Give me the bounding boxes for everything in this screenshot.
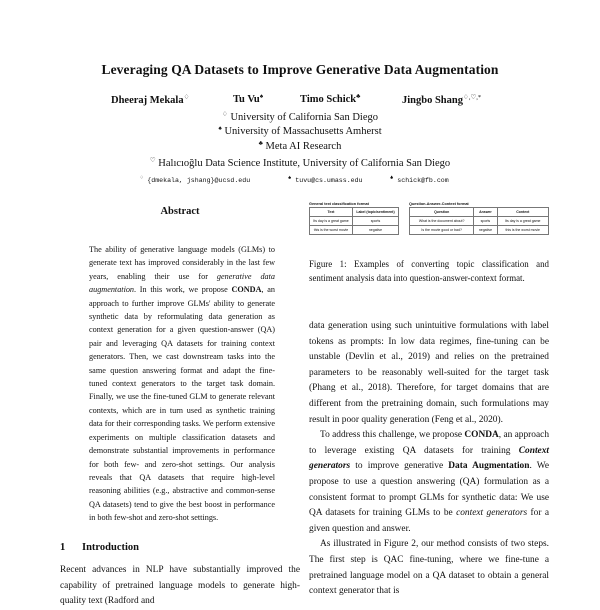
figure-1 — [309, 202, 549, 252]
author: Jingbo Shang♢,♡,* — [402, 94, 482, 106]
intro-text: Recent advances in NLP have substantially improved the capability of pretrained language models to generate high-quality text (Radford and — [60, 565, 300, 607]
author: Dheeraj Mekala♢ — [111, 94, 190, 106]
affiliation: ♣ Meta AI Research — [258, 140, 342, 152]
author: Timo Schick♣ — [300, 93, 361, 105]
table-row: What is the document about? sports Its day is a great game — [410, 217, 549, 226]
paragraph: As illustrated in Figure 2, our method consists of two steps. The first step is QAC fine-tuning, where we fine-tune a pretrained language model on a QA dataset to obtain a general context generator that is — [309, 539, 549, 597]
affiliation: ♢ University of California San Diego — [221, 111, 378, 123]
author-list — [0, 93, 600, 109]
affiliation: ♠ University of Massachusetts Amherst — [218, 125, 382, 137]
figure-caption: Figure 1: Examples of converting topic classification and sentiment analysis data into question-answer-context format. — [309, 259, 549, 283]
email[interactable]: ♣ schick@fb.com — [390, 174, 449, 185]
email[interactable]: ♠ tuvu@cs.umass.edu — [288, 174, 363, 185]
paragraph: To address this challenge, we propose CONDA, an approach to leverage existing QA datasets for training Context generators to improve generative Data Augmentation. We propose to use a question answering (QA) formulation as a consistent format to prompt GLMs for synthetic data: We use QA datasets for training GLMs to be context generators for a given question and answer. — [309, 430, 550, 534]
table-row: this is the worst movie negative — [310, 226, 399, 235]
table-row: Is the movie good or bad? negative this is the worst movie — [410, 226, 549, 235]
qac-format-table: Question-Answer-Context format Question Answer Context What is the document about? sports Its day is a great game Is the movie good or bad? negative this is the worst movie — [409, 202, 549, 235]
author: Tu Vu♠ — [233, 93, 264, 105]
email[interactable]: ♢ {dmekala, jshang}@ucsd.edu — [140, 174, 251, 185]
abstract-text: The ability of generative language models (GLMs) to generate text has improved considerably in the last few years, enabling their use for generative data augmentation. In this work, we propose CONDA, an approach to further improve GLMs' ability to generate synthetic data by reformulating data generation as context generation for a given question-answer (QA) pair and leveraging QA datasets for training context generators. Then, we cast downstream tasks into the same question answering format and adapt the fine-tuned context generators to the target task domain. Finally, we use the fine-tuned GLM to generate relevant contexts, which are in turn used as synthetic training data for their corresponding tasks. We perform extensive experiments on multiple classification datasets and demonstrate substantial improvements in performance for both few- and zero-shot settings. Our analysis reveals that QA datasets that require high-level reasoning abilities (e.g., abstractive and common-sense QA datasets) tend to give the best boost in performance in both few-shot and zero-shot settings. — [89, 245, 276, 523]
paper-title: Leveraging QA Datasets to Improve Generative Data Augmentation — [101, 62, 499, 77]
right-column-text — [309, 319, 549, 600]
paragraph: data generation using such unintuitive formulations with label tokens as prompts: In low data regimes, fine-tuning can be unstable (Devlin et al., 2019) and relies on the pretrained parameters to be reasonably well-suited for the target task (Phang et al., 2018). Therefore, for target domains that are different from the pretraining domain, such formulations may result in poor quality generation (Feng et al., 2020). — [309, 321, 549, 425]
general-format-table: General text classification format Text Label (topic/sentiment) Its day is a great game sports this is the worst movie negative — [309, 202, 399, 235]
table-row: Its day is a great game sports — [310, 217, 399, 226]
affiliation: ♡ Halıcıoğlu Data Science Institute, University of California San Diego — [149, 157, 451, 169]
section-heading: 1 Introduction — [60, 542, 139, 553]
abstract-heading: Abstract — [160, 206, 200, 217]
email-list — [0, 174, 600, 186]
